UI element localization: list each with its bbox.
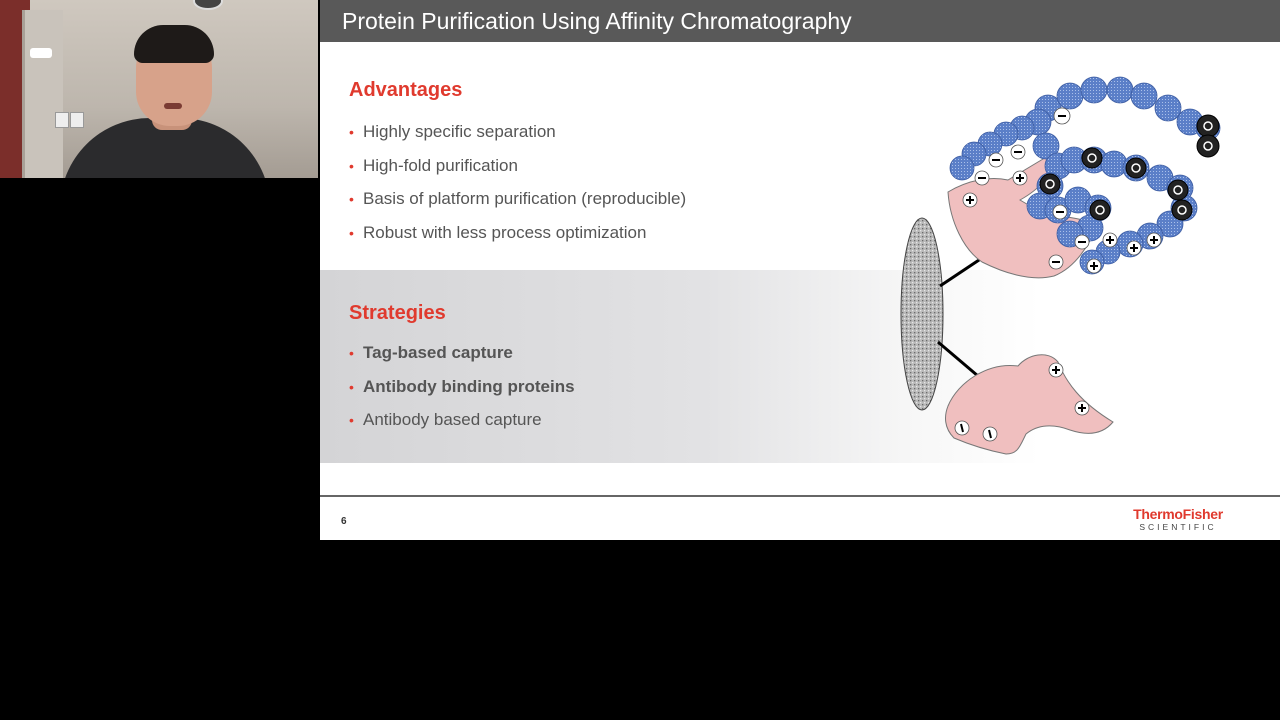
slide-title-bar	[320, 0, 1280, 42]
affinity-diagram	[898, 72, 1238, 464]
slide-title: Protein Purification Using Affinity Chromatography	[342, 8, 852, 34]
strategies-heading: Strategies	[349, 302, 446, 324]
logo-brand: ThermoFisher	[1133, 506, 1223, 522]
list-item: • Robust with less process optimization	[349, 223, 647, 243]
bullet-icon: •	[349, 191, 354, 208]
resin-bead	[901, 218, 943, 410]
wall-switch	[55, 112, 69, 128]
list-item: • Tag-based capture	[349, 343, 513, 362]
presenter-mouth	[164, 103, 182, 109]
bullet-icon: •	[349, 225, 354, 242]
presenter-hair	[134, 25, 214, 63]
door-frame	[22, 10, 63, 178]
advantages-list	[349, 122, 686, 257]
wall-switch	[70, 112, 84, 128]
list-item: • Antibody based capture	[349, 410, 542, 430]
bullet-icon: •	[349, 124, 354, 140]
advantages-heading: Advantages	[349, 79, 463, 101]
list-item: • Highly specific separation	[349, 122, 556, 141]
strategies-list	[349, 343, 575, 444]
thermofisher-logo	[1128, 507, 1228, 532]
page-number: 6	[341, 516, 347, 527]
ceiling-light	[30, 48, 52, 58]
bullet-icon: •	[349, 412, 354, 429]
bullet-icon: •	[349, 157, 354, 174]
bullet-icon: •	[349, 345, 354, 361]
list-item: • Antibody binding proteins	[349, 376, 575, 396]
webcam-video	[0, 0, 318, 178]
bullet-icon: •	[349, 378, 354, 395]
footer-rule	[320, 495, 1280, 497]
slide	[320, 0, 1280, 540]
wall-clock	[193, 0, 223, 10]
list-item: • High-fold purification	[349, 155, 518, 175]
logo-sub: SCIENTIFIC	[1139, 522, 1217, 532]
list-item: • Basis of platform purification (reproducible)	[349, 189, 687, 209]
linker-line	[940, 258, 982, 286]
linker-line	[938, 342, 978, 376]
